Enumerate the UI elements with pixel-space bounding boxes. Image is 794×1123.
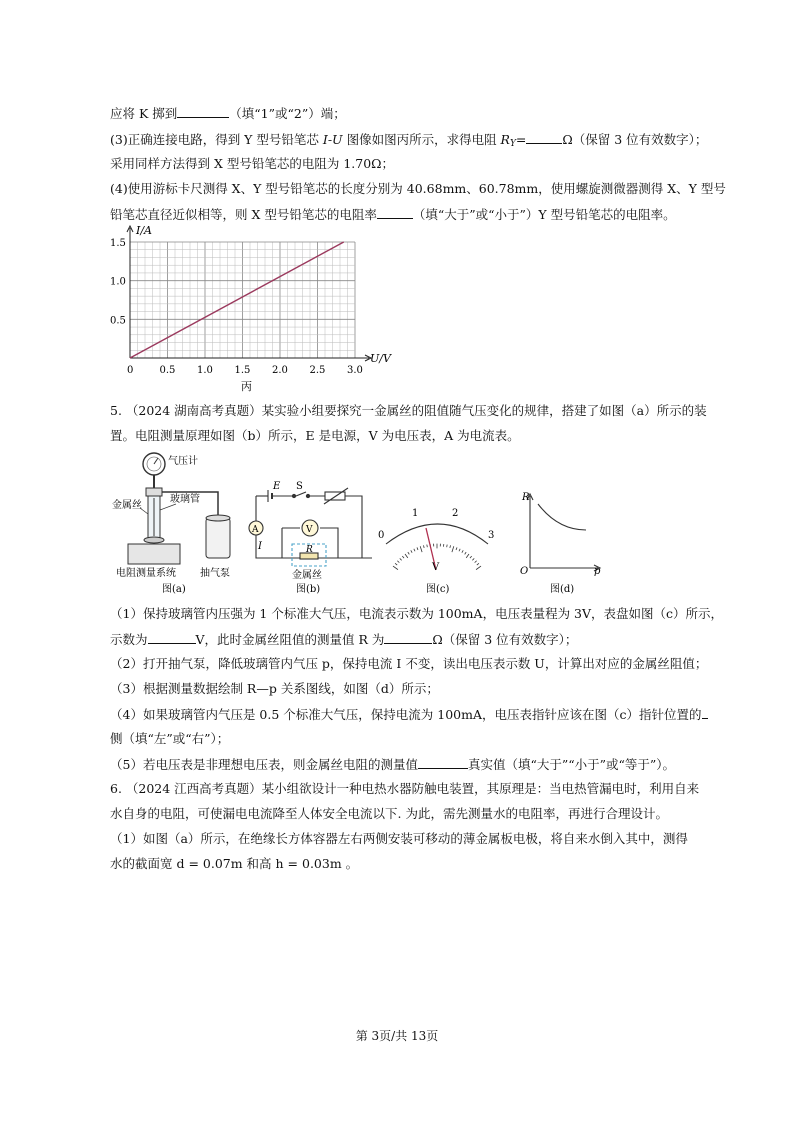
text-line: （1）保持玻璃管内压强为 1 个标准大气压，电流表示数为 100mA，电压表量程为 3V，表盘如图（c）所示，	[110, 606, 724, 621]
figure-d-curve	[527, 494, 600, 571]
text-line	[110, 631, 577, 648]
y-tick-label: 0.5	[110, 315, 126, 327]
text: (3)正确连接电路，得到 Y 型号铅笔芯	[110, 132, 323, 147]
dial-tick	[476, 566, 481, 570]
text: （5）若电压表是非理想电压表，则金属丝电阻的测量值	[110, 757, 418, 772]
y-tick-label: 1.5	[110, 238, 126, 249]
text: 示数为	[110, 632, 148, 647]
pump-body	[206, 518, 230, 558]
text: 真实值（填“大于”“小于”或“等于”）。	[467, 757, 676, 772]
dial-tick	[459, 549, 460, 551]
label-glass: 玻璃管	[170, 494, 200, 505]
text-line	[110, 131, 707, 152]
figure-5	[110, 448, 610, 600]
text-line: 采用同样方法得到 X 型号铅笔芯的电阻为 1.70Ω；	[110, 156, 395, 171]
dial-tick	[472, 558, 474, 560]
dial-tick	[427, 545, 428, 548]
dial-tick	[402, 556, 404, 558]
chart-caption: 丙	[241, 380, 252, 393]
label-pump: 抽气泵	[200, 568, 230, 579]
text-line: （3）根据测量数据绘制 R—p 关系图线，如图（d）所示；	[110, 681, 439, 696]
dial-tick	[393, 566, 398, 570]
label-b-wire: 金属丝	[292, 570, 322, 581]
dial-tick	[450, 545, 451, 548]
text: R	[500, 132, 510, 147]
label-R: R	[306, 545, 313, 555]
answer-blank[interactable]	[177, 105, 229, 118]
dial-label-3: 3	[488, 530, 495, 541]
dial-tick	[475, 561, 477, 563]
label-I: I	[258, 541, 262, 552]
text-line	[110, 756, 675, 773]
answer-blank[interactable]	[702, 706, 708, 719]
dial-tick	[420, 546, 422, 552]
dial-tick	[465, 552, 466, 554]
text-line: 水的截面宽 d = 0.07m 和高 h = 0.03m 。	[110, 856, 359, 871]
y-axis-label: I/A	[136, 224, 152, 237]
label-d-p: p	[594, 566, 601, 577]
label-S: S	[296, 481, 303, 492]
text-line	[110, 706, 708, 723]
label-d-R: R	[522, 492, 530, 503]
text: =	[515, 132, 527, 147]
caption-a: 图(a)	[162, 584, 186, 595]
x-tick-label: 2.5	[309, 365, 326, 376]
dial-tick	[456, 547, 457, 550]
text: （填“1”或“2”）端；	[229, 106, 346, 121]
label-gauge: 气压计	[168, 456, 198, 467]
text: （4）如果玻璃管内气压是 0.5 个标准大气压，保持电流为 100mA，电压表指针应该在图（c）指针位置的	[110, 707, 702, 722]
iu-chart	[108, 222, 398, 397]
x-tick-label: 2.0	[272, 365, 288, 376]
dial-label-1: 1	[412, 508, 419, 519]
x-tick-label: 0.5	[159, 365, 176, 376]
text-line: 水自身的电阻，可使漏电电流降至人体安全电流以下. 为此，需先测量水的电阻率，再进行合理设计。	[110, 806, 668, 821]
text-line: （2）打开抽气泵，降低玻璃管内气压 p，保持电流 I 不变，读出电压表示数 U，计算出对应的金属丝阻值；	[110, 656, 708, 671]
answer-blank[interactable]	[418, 756, 468, 769]
dial-unit: V	[432, 562, 440, 573]
text: Ω（保留 3 位有效数字）；	[562, 132, 708, 147]
dial-tick	[400, 558, 402, 560]
label-E: E	[273, 481, 281, 492]
answer-blank[interactable]	[377, 206, 413, 219]
label-d-O: O	[520, 566, 529, 577]
voltmeter-icon: V	[306, 525, 313, 535]
text: Ω（保留 3 位有效数字）；	[432, 632, 578, 647]
dial-label-2: 2	[452, 508, 459, 519]
text-line: 侧（填“左”或“右”）；	[110, 731, 230, 746]
text: （填“大于”或“小于”）Y 型号铅笔芯的电阻率。	[412, 207, 676, 222]
text: 应将 K 掷到	[110, 106, 178, 121]
dial-tick	[397, 561, 399, 563]
chart-grid	[130, 242, 355, 358]
x-tick-label: 1.5	[234, 365, 251, 376]
answer-blank[interactable]	[384, 631, 432, 644]
x-tick-label: 1.0	[197, 365, 213, 376]
text-line: 6. （2024 江西高考真题）某小组欲设计一种电热水器防触电装置，其原理是：当电热管漏电时，利用自来	[110, 781, 700, 796]
answer-blank[interactable]	[526, 131, 562, 144]
y-tick-label: 1.0	[110, 276, 126, 288]
dial-tick	[414, 549, 415, 551]
figure-a-apparatus	[112, 453, 230, 595]
label-system: 电阻测量系统	[116, 568, 176, 579]
text: 图像如图丙所示，求得电阻	[342, 132, 501, 147]
ammeter-icon: A	[252, 525, 259, 535]
chart-series	[130, 242, 344, 358]
dial-tick	[405, 554, 408, 558]
dial-tick	[447, 545, 448, 548]
dial-tick	[411, 550, 412, 552]
answer-blank[interactable]	[148, 631, 196, 644]
text-line: （1）如图（a）所示，在绝缘长方体容器左右两侧安装可移动的薄金属板电极，将自来水倒入其中，测得	[110, 831, 688, 846]
text: Y	[509, 139, 516, 149]
x-tick-label: 0	[127, 365, 134, 376]
page-footer: 第 3页/共 13页	[355, 1029, 439, 1043]
x-tick-label: 3.0	[347, 365, 363, 376]
caption-d: 图(d)	[550, 584, 575, 595]
dial-tick	[462, 550, 463, 552]
dial-tick	[408, 552, 409, 554]
dial-label-0: 0	[378, 530, 385, 541]
x-axis-label: U/V	[370, 352, 391, 365]
text-line: 置。电阻测量原理如图（b）所示，E 是电源，V 为电压表，A 为电流表。	[110, 428, 520, 443]
dial-tick	[417, 547, 418, 550]
dial-tick	[470, 556, 472, 558]
caption-b: 图(b)	[296, 584, 321, 595]
dial-tick	[477, 563, 479, 565]
text-line: 5. （2024 湖南高考真题）某实验小组要探究一金属丝的阻值随气压变化的规律，搭建了如图（a）所示的装	[110, 403, 707, 418]
measurement-box	[128, 544, 180, 564]
data-line	[130, 242, 344, 358]
dial-tick	[423, 545, 424, 548]
dial-tick	[395, 563, 397, 565]
text-line	[110, 105, 346, 122]
dial-tick	[452, 546, 454, 552]
label-wire: 金属丝	[112, 500, 142, 511]
text: V，此时金属丝阻值的测量值 R 为	[195, 632, 385, 647]
text: 铅笔芯直径近似相等，则 X 型号铅笔芯的电阻率	[110, 207, 377, 222]
dial-tick	[466, 554, 469, 558]
text: I-U	[322, 132, 343, 147]
caption-c: 图(c)	[426, 584, 450, 595]
text-line	[110, 206, 676, 223]
text-line: (4)使用游标卡尺测得 X、Y 型号铅笔芯的长度分别为 40.68mm、60.78mm，使用螺旋测微器测得 X、Y 型号	[110, 181, 726, 196]
